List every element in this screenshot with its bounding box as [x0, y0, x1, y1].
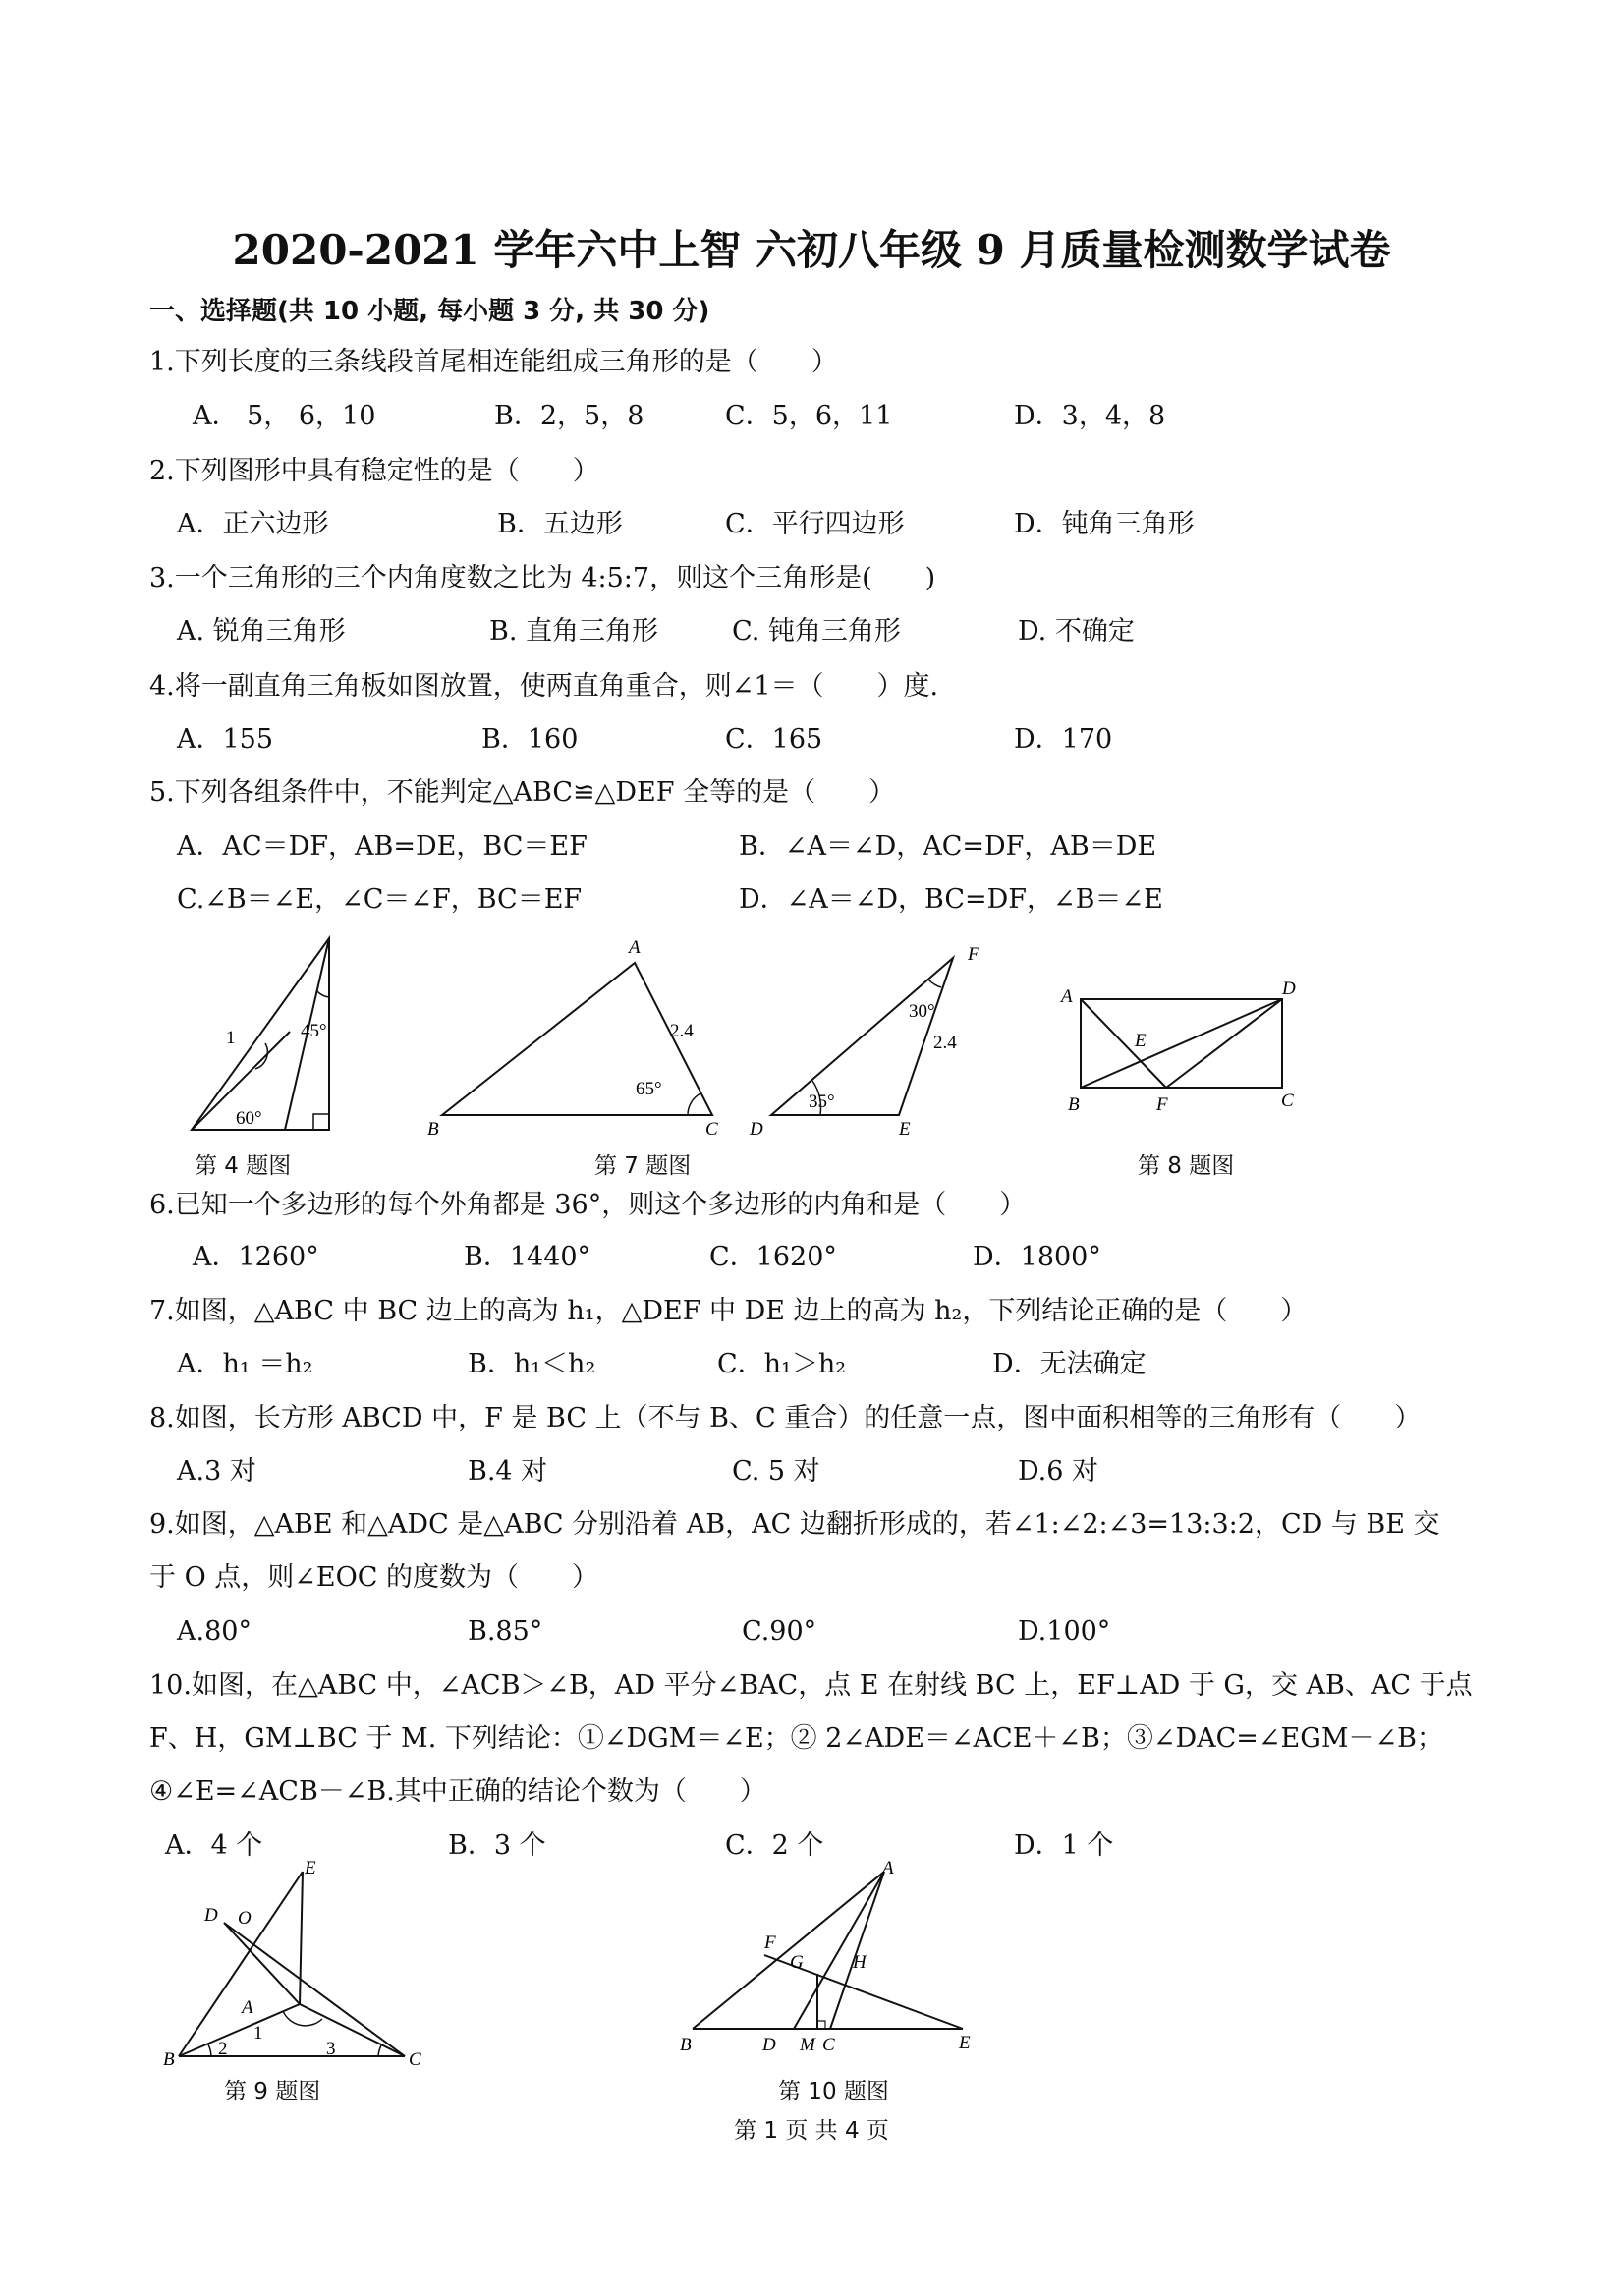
fig9-caption: 第 9 题图	[224, 2079, 321, 2104]
fig10-label-d: D	[762, 2035, 776, 2055]
fig10-caption: 第 10 题图	[778, 2079, 889, 2104]
fig9-label-c: C	[409, 2049, 421, 2070]
q2-option-b: B．五边形	[497, 509, 623, 539]
fig9-label-d: D	[204, 1905, 218, 1926]
fig7-caption: 第 7 题图	[594, 1153, 692, 1179]
q5-option-b: B．∠A＝∠D，AC=DF，AB＝DE	[739, 831, 1157, 862]
fig7b-label-f: F	[968, 944, 979, 965]
q4-option-c: C．165	[725, 724, 823, 755]
q5-option-d: D．∠A＝∠D，BC=DF，∠B＝∠E	[739, 884, 1163, 915]
fig9-label-a: A	[242, 1997, 253, 2018]
fig7a-label-2-4: 2.4	[670, 1021, 694, 1041]
question-9-stem: 9.如图，△ABE 和△ADC 是△ABC 分别沿着 AB，AC 边翻折形成的，若∠1:∠2:∠3=13:3:2，CD 与 BE 交	[149, 1509, 1440, 1540]
fig8-label-b: B	[1068, 1094, 1080, 1115]
fig9-label-angle-1: 1	[253, 2023, 263, 2044]
fig4-caption: 第 4 题图	[195, 1153, 292, 1179]
q9-option-d: D.100°	[1018, 1616, 1111, 1647]
q2-option-a: A．正六边形	[177, 509, 329, 539]
q9-option-a: A.80°	[177, 1616, 252, 1647]
question-2-stem: 2.下列图形中具有稳定性的是（ ）	[149, 456, 599, 486]
q3-option-c: C. 钝角三角形	[732, 616, 901, 646]
page-footer: 第 1 页 共 4 页	[734, 2118, 889, 2144]
fig8-label-c: C	[1281, 1091, 1294, 1111]
fig9-label-angle-2: 2	[218, 2039, 228, 2059]
q3-option-d: D. 不确定	[1018, 616, 1135, 646]
q10-option-a: A．4 个	[165, 1830, 263, 1861]
fig7b-label-e: E	[899, 1119, 911, 1140]
fig8-label-d: D	[1282, 979, 1296, 999]
section-heading: 一、选择题(共 10 小题, 每小题 3 分, 共 30 分)	[149, 297, 710, 326]
fig10-label-h: H	[853, 1952, 867, 1973]
q6-option-b: B．1440°	[464, 1242, 591, 1272]
q7-option-a: A．h₁ ＝h₂	[177, 1349, 313, 1379]
fig4-label-60: 60°	[236, 1108, 262, 1129]
question-6-stem: 6.已知一个多边形的每个外角都是 36°，则这个多边形的内角和是（ ）	[149, 1190, 1027, 1220]
q6-option-d: D．1800°	[973, 1242, 1101, 1272]
q8-option-b: B.4 对	[468, 1456, 548, 1486]
fig7a-label-a: A	[629, 937, 641, 958]
question-8-stem: 8.如图，长方形 ABCD 中，F 是 BC 上（不与 B、C 重合）的任意一点，图中面积相等的三角形有（ ）	[149, 1403, 1422, 1433]
question-7-stem: 7.如图，△ABC 中 BC 边上的高为 h₁，△DEF 中 DE 边上的高为 h₂，下列结论正确的是（ ）	[149, 1296, 1308, 1326]
q10-option-c: C．2 个	[725, 1830, 824, 1861]
question-1-stem: 1.下列长度的三条线段首尾相连能组成三角形的是（ ）	[149, 347, 838, 377]
question-10-stem-cont2: ④∠E=∠ACB－∠B.其中正确的结论个数为（ ）	[149, 1776, 766, 1807]
q4-option-a: A．155	[177, 724, 274, 755]
fig9-label-o: O	[238, 1908, 252, 1929]
fig8-label-e: E	[1135, 1031, 1147, 1051]
figure-8	[1056, 978, 1312, 1120]
figure-7a	[422, 933, 727, 1145]
q7-option-d: D．无法确定	[992, 1349, 1147, 1379]
q7-option-b: B．h₁＜h₂	[468, 1349, 596, 1379]
fig8-label-a: A	[1061, 986, 1073, 1007]
q1-option-d: D．3，4，8	[1014, 401, 1166, 431]
fig7a-label-65: 65°	[636, 1079, 662, 1099]
fig9-label-angle-3: 3	[326, 2039, 336, 2059]
fig7a-label-b: B	[427, 1119, 439, 1140]
fig7b-label-2-4: 2.4	[933, 1033, 957, 1053]
fig10-label-f: F	[764, 1932, 776, 1953]
fig4-label-angle-1: 1	[226, 1028, 236, 1048]
fig10-label-e: E	[959, 2033, 971, 2053]
figure-10	[678, 1858, 992, 2058]
q8-option-a: A.3 对	[177, 1456, 256, 1486]
fig7b-label-35: 35°	[809, 1092, 835, 1112]
q2-option-d: D．钝角三角形	[1014, 509, 1195, 539]
q10-option-b: B．3 个	[448, 1830, 546, 1861]
q4-option-d: D．170	[1014, 724, 1113, 755]
question-5-stem: 5.下列各组条件中，不能判定△ABC≌△DEF 全等的是（ ）	[149, 777, 896, 808]
fig10-label-b: B	[680, 2035, 692, 2055]
fig7b-label-d: D	[750, 1119, 763, 1140]
q9-option-c: C.90°	[742, 1616, 817, 1647]
q5-option-a: A．AC＝DF，AB=DE，BC＝EF	[177, 831, 588, 862]
question-9-stem-cont: 于 O 点，则∠EOC 的度数为（ ）	[149, 1562, 599, 1593]
question-10-stem-cont: F、H，GM⊥BC 于 M. 下列结论：①∠DGM＝∠E；② 2∠ADE＝∠ACE＋∠B；③∠DAC=∠EGM－∠B；	[149, 1723, 1443, 1754]
fig8-label-f: F	[1156, 1094, 1168, 1115]
q1-option-c: C．5，6，11	[725, 401, 893, 431]
q5-option-c: C.∠B＝∠E，∠C＝∠F，BC＝EF	[177, 884, 583, 915]
fig4-label-45: 45°	[301, 1021, 327, 1041]
fig10-label-m: M	[800, 2035, 815, 2055]
fig10-label-a: A	[882, 1858, 894, 1878]
figure-9	[157, 1858, 432, 2073]
question-3-stem: 3.一个三角形的三个内角度数之比为 4:5:7，则这个三角形是( )	[149, 563, 936, 593]
q1-option-b: B．2，5，8	[494, 401, 644, 431]
fig10-label-g: G	[790, 1952, 804, 1973]
q10-option-d: D．1 个	[1014, 1830, 1114, 1861]
q6-option-a: A．1260°	[193, 1242, 319, 1272]
fig7a-label-c: C	[705, 1119, 718, 1140]
q4-option-b: B．160	[481, 724, 579, 755]
q1-option-a: A． 5， 6，10	[193, 401, 376, 431]
q9-option-b: B.85°	[468, 1616, 543, 1647]
figure-7b	[742, 938, 997, 1145]
figure-4	[187, 933, 364, 1140]
q8-option-c: C. 5 对	[732, 1456, 820, 1486]
question-4-stem: 4.将一副直角三角板如图放置，使两直角重合，则∠1＝（ ）度.	[149, 671, 939, 701]
q8-option-d: D.6 对	[1018, 1456, 1099, 1486]
fig10-label-c: C	[822, 2035, 835, 2055]
fig7b-label-30: 30°	[909, 1001, 935, 1022]
q3-option-b: B. 直角三角形	[489, 616, 659, 646]
fig8-caption: 第 8 题图	[1138, 1153, 1235, 1179]
page-title: 2020-2021 学年六中上智 六初八年级 9 月质量检测数学试卷	[232, 226, 1391, 274]
q3-option-a: A. 锐角三角形	[177, 616, 346, 646]
question-10-stem: 10.如图，在△ABC 中，∠ACB＞∠B，AD 平分∠BAC，点 E 在射线 BC 上，EF⊥AD 于 G，交 AB、AC 于点	[149, 1670, 1473, 1701]
q7-option-c: C．h₁＞h₂	[717, 1349, 847, 1379]
q6-option-c: C．1620°	[709, 1242, 837, 1272]
fig9-label-e: E	[305, 1858, 316, 1878]
fig9-label-b: B	[163, 2049, 175, 2070]
q2-option-c: C．平行四边形	[725, 509, 905, 539]
